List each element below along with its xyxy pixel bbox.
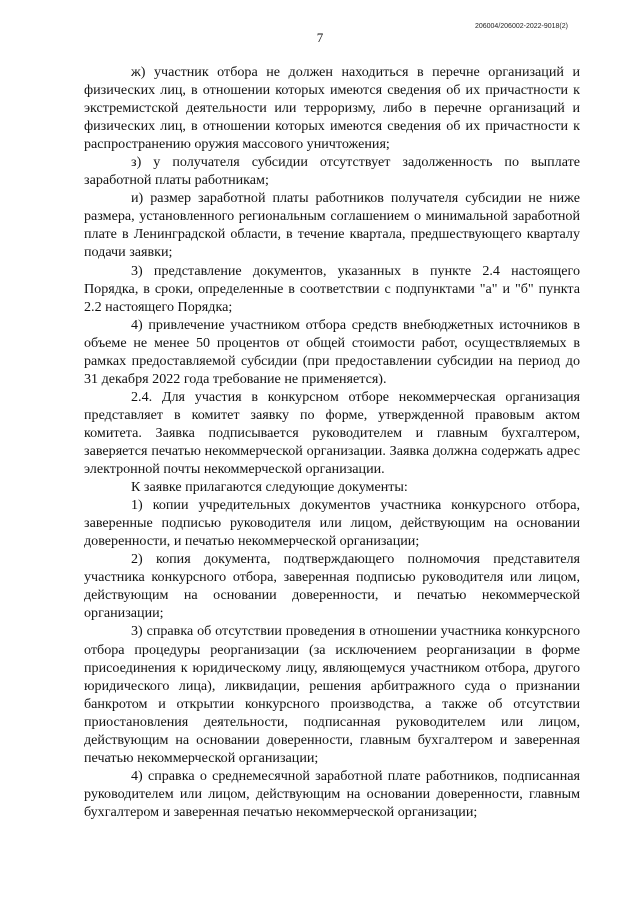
paragraph-3-documents: 3) представление документов, указанных в пункте 2.4 настоящего Порядка, в сроки, определенные в соответствии с подпунктами "а" и "б" пункта 2.2 настоящего Порядка;	[84, 262, 580, 315]
paragraph-2-4: 2.4. Для участия в конкурсном отборе некоммерческая организация представляет в комитет заявку по форме, утвержденной правовым актом комитета. Заявка подписывается руководителем и главным бухгалтером, заверяется печатью некоммерческой организации. Заявка должна содержать адрес электронной почты некоммерческой организации.	[84, 388, 580, 478]
paragraph-attachments-intro: К заявке прилагаются следующие документы:	[131, 479, 408, 496]
paragraph-i: и) размер заработной платы работников получателя субсидии не ниже размера, установленного региональным соглашением о минимальной заработной плате в Ленинградской области, в течение квартала, предшествующего кварталу подачи заявки;	[84, 190, 580, 261]
document-id: 206004/206002-2022-9018(2)	[474, 23, 568, 30]
document-body	[84, 63, 580, 821]
paragraph-zh: ж) участник отбора не должен находиться в перечне организаций и физических лиц, в отношении которых имеются сведения об их причастности к экстремистской деятельности или терроризму, либо в перечне организаций и физических лиц, в отношении которых имеются сведения об их причастности к распространению оружия массового уничтожения;	[84, 64, 580, 153]
paragraph-attachment-1: 1) копии учредительных документов участника конкурсного отбора, заверенные подписью руководителя или лицом, действующим на основании доверенности, и печатью некоммерческой организации;	[84, 497, 580, 550]
paragraph-4-extrabudgetary: 4) привлечение участником отбора средств внебюджетных источников в объеме не менее 50 процентов от общей стоимости работ, осуществляемых в рамках предоставляемой субсидии (при предоставлении субсидии на период до 31 декабря 2022 года требование не применяется).	[84, 316, 580, 387]
page-number: 7	[316, 30, 324, 45]
paragraph-z: з) у получателя субсидии отсутствует задолженность по выплате заработной платы работникам;	[84, 154, 580, 189]
paragraph-attachment-2: 2) копия документа, подтверждающего полномочия представителя участника конкурсного отбора, заверенная подписью руководителя или лицом, действующим на основании доверенности, и печатью некоммерческой организации;	[84, 551, 580, 622]
paragraph-attachment-3: 3) справка об отсутствии проведения в отношении участника конкурсного отбора процедуры реорганизации (за исключением реорганизации в форме присоединения к юридическому лицу, являющемуся участником отбора, другого юридического лица), ликвидации, решения арбитражного суда о признании банкротом и открытии конкурсного производства, а также об отсутствии приостановления деятельности, подписанная руководителем или лицом, действующим на основании доверенности, главным бухгалтером и заверенная печатью некоммерческой организации;	[84, 623, 580, 766]
paragraph-attachment-4: 4) справка о среднемесячной заработной плате работников, подписанная руководителем или лицом, действующим на основании доверенности, главным бухгалтером и заверенная печатью некоммерческой организации;	[84, 767, 580, 820]
